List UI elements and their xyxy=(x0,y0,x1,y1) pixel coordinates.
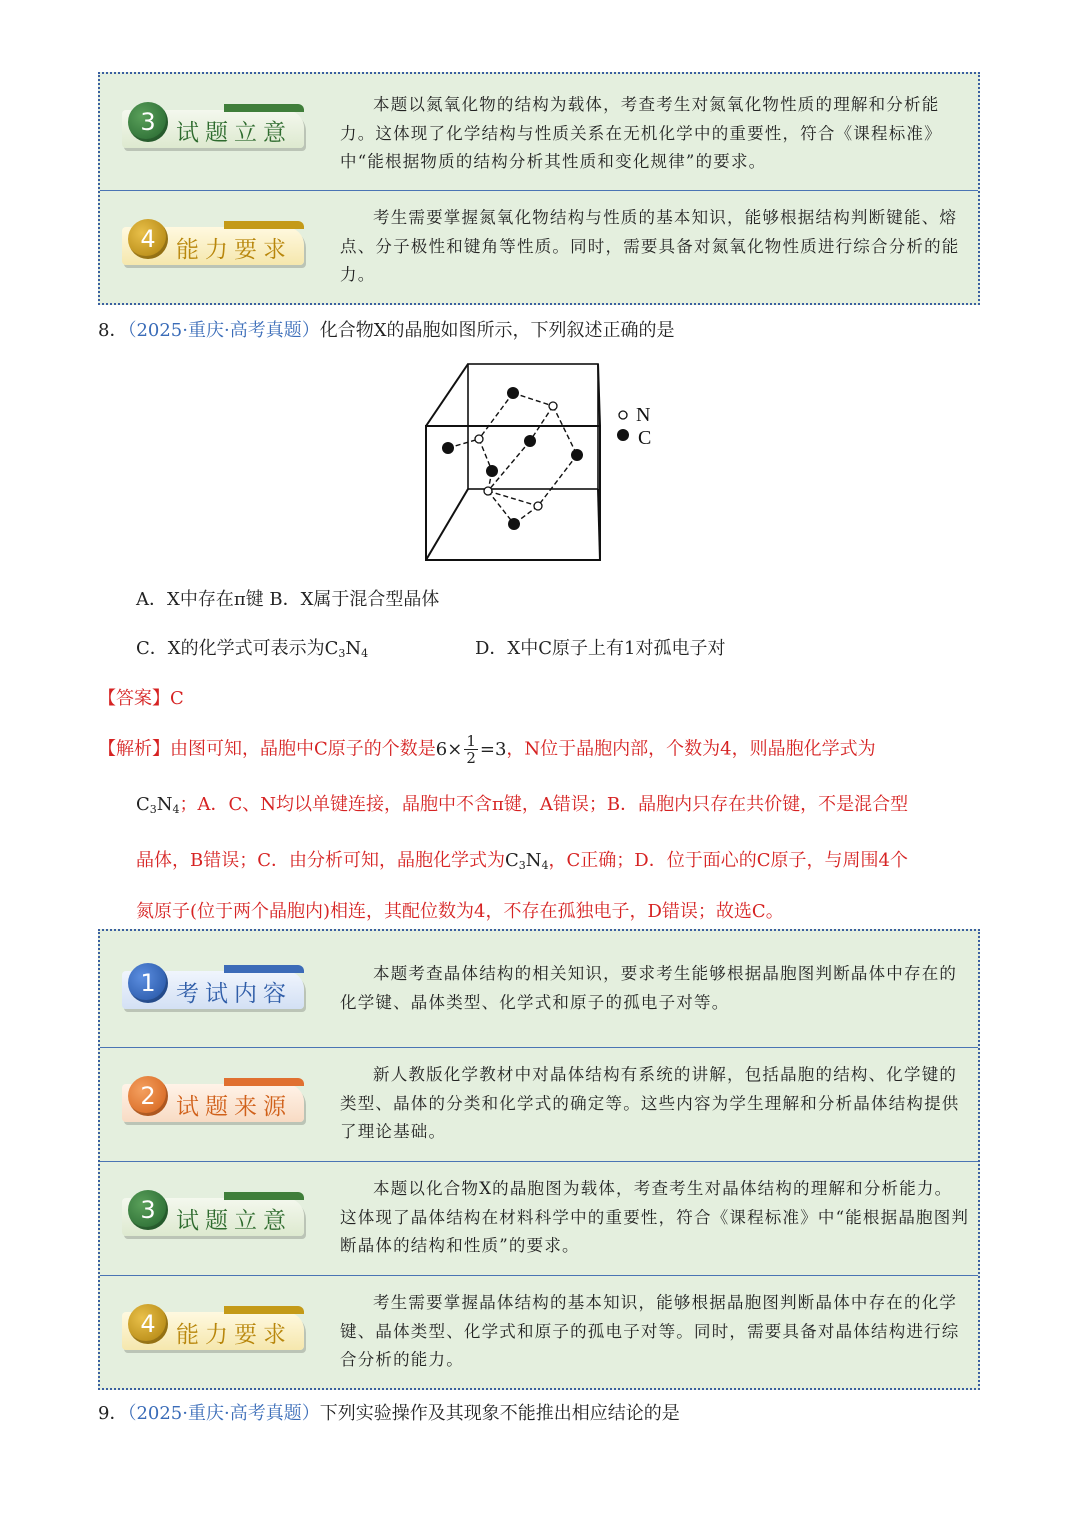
formula-n-sub: 4 xyxy=(541,859,549,872)
nitrogen-atom xyxy=(475,435,483,443)
crystal-cell-figure xyxy=(410,355,670,570)
formula-c-sub: 3 xyxy=(149,803,157,816)
option-a-text: A．X中存在π键 xyxy=(136,589,264,610)
analysis-label: 【解析】 xyxy=(98,738,170,760)
option-a xyxy=(136,585,439,611)
badge-title: 试题立意 xyxy=(176,120,292,146)
badge-title: 能力要求 xyxy=(176,1322,292,1348)
badge-number: 2 xyxy=(128,1076,168,1116)
question-number: 9． xyxy=(98,1403,128,1424)
bond-line xyxy=(530,406,553,441)
carbon-atom xyxy=(486,465,498,477)
analysis-text: ，C正确；D．位于面心的C原子，与周围4个 xyxy=(548,850,908,871)
analysis-line-1 xyxy=(98,733,876,766)
question-source: （2025·重庆·高考真题） xyxy=(127,320,320,341)
panel-row-intent xyxy=(100,1162,978,1275)
badge-title: 考试内容 xyxy=(176,981,292,1007)
legend-n-label: N xyxy=(636,404,651,426)
cube-edge xyxy=(426,489,468,560)
formula-n: N xyxy=(525,850,542,871)
panel-text: 新人教版化学教材中对晶体结构有系统的讲解，包括晶胞的结构、化学键的类型、晶体的分类和化学式的确定等。这些内容为学生理解和分析晶体结构提供了理论基础。 xyxy=(340,1065,960,1141)
badge-ability xyxy=(122,1302,308,1356)
badge-source xyxy=(122,1074,308,1128)
option-d xyxy=(475,634,725,660)
bond-line xyxy=(513,393,553,406)
formula xyxy=(325,638,369,659)
bond-line xyxy=(538,455,577,506)
analysis-line-2 xyxy=(136,790,908,816)
question-9-stem xyxy=(98,1399,680,1425)
nitrogen-atom xyxy=(484,487,492,495)
question-text: 化合物X的晶胞如图所示，下列叙述正确的是 xyxy=(319,320,675,341)
carbon-atom xyxy=(507,387,519,399)
panel-row-ability xyxy=(100,1276,978,1388)
carbon-atom xyxy=(442,442,454,454)
analysis-text: 氮原子(位于两个晶胞内)相连，其配位数为4，不存在孤独电子，D错误；故选C。 xyxy=(136,901,784,922)
badge-number: 4 xyxy=(128,1304,168,1344)
formula-c: C xyxy=(324,638,339,659)
nitrogen-atom xyxy=(549,402,557,410)
panel-text: 考生需要掌握氮氧化物结构与性质的基本知识，能够根据结构判断键能、熔点、分子极性和键角等性质。同时，需要具备对氮氧化物性质进行综合分析的能力。 xyxy=(340,208,960,284)
badge-number: 3 xyxy=(128,1190,168,1230)
badge-title: 能力要求 xyxy=(176,237,292,263)
frac-pre: 6× xyxy=(435,738,463,760)
question-number: 8． xyxy=(98,320,128,341)
answer-line xyxy=(98,684,184,710)
badge-content xyxy=(122,961,308,1015)
badge-intent xyxy=(122,1188,308,1242)
legend-n-marker xyxy=(619,411,627,419)
analysis-line-3 xyxy=(136,846,908,872)
formula-c: C xyxy=(136,794,150,815)
legend-c-label: C xyxy=(638,427,652,449)
option-c xyxy=(136,634,368,660)
panel-text: 本题以氮氧化物的结构为载体，考查考生对氮氧化物性质的理解和分析能力。这体现了化学结构与性质关系在无机化学中的重要性，符合《课程标准》中“能根据物质的结构分析其性质和变化规律”的要求。 xyxy=(340,95,942,171)
formula xyxy=(136,794,180,815)
analysis-text: ，N位于晶胞内部，个数为4，则晶胞化学式为 xyxy=(506,738,876,760)
panel-text: 本题以化合物X的晶胞图为载体，考查考生对晶体结构的理解和分析能力。这体现了晶体结构在材料科学中的重要性，符合《课程标准》中“能根据晶胞图判断晶体的结构和性质”的要求。 xyxy=(340,1179,970,1255)
analysis-text: 晶体，B错误；C．由分析可知，晶胞化学式为 xyxy=(136,850,505,871)
bond-line xyxy=(553,406,577,455)
nitrogen-atom xyxy=(534,502,542,510)
badge-ability xyxy=(122,217,308,271)
carbon-atom xyxy=(524,435,536,447)
answer-value: C xyxy=(170,688,184,709)
badge-title: 试题立意 xyxy=(176,1208,292,1234)
carbon-atom xyxy=(508,518,520,530)
legend-c-marker xyxy=(617,429,629,441)
badge-number: 1 xyxy=(128,963,168,1003)
formula-c-sub: 3 xyxy=(338,647,346,660)
formula-n: N xyxy=(156,794,173,815)
frac-den: 2 xyxy=(466,749,476,767)
formula-n-sub: 4 xyxy=(361,647,369,660)
carbon-atom xyxy=(571,449,583,461)
frac-num: 1 xyxy=(466,732,476,750)
bond-line xyxy=(479,393,513,439)
question-text: 下列实验操作及其现象不能推出相应结论的是 xyxy=(319,1403,680,1424)
badge-number: 3 xyxy=(128,102,168,142)
panel-row-intent xyxy=(100,74,978,190)
badge-number: 4 xyxy=(128,219,168,259)
formula-n-sub: 4 xyxy=(172,803,180,816)
answer-label: 【答案】 xyxy=(98,688,170,709)
panel-text: 考生需要掌握晶体结构的基本知识，能够根据晶胞图判断晶体中存在的化学键、晶体类型、化学式和原子的孤电子对等。同时，需要具备对晶体结构进行综合分析的能力。 xyxy=(340,1293,960,1369)
question-source: （2025·重庆·高考真题） xyxy=(127,1403,320,1424)
formula-c-sub: 3 xyxy=(518,859,526,872)
bond-line xyxy=(488,491,538,506)
formula-n: N xyxy=(345,638,362,659)
cube-edge xyxy=(426,364,468,426)
analysis-panel-top xyxy=(98,72,980,305)
option-b-text: B．X属于混合型晶体 xyxy=(269,589,440,610)
fraction xyxy=(464,733,478,766)
formula-c: C xyxy=(505,850,519,871)
formula xyxy=(505,850,549,871)
fraction-expression xyxy=(435,732,507,767)
bond-line xyxy=(488,491,514,524)
option-c-text: C．X的化学式可表示为 xyxy=(136,638,325,659)
option-d-text: D．X中C原子上有1对孤电子对 xyxy=(475,638,726,659)
panel-row-source xyxy=(100,1048,978,1161)
panel-row-ability xyxy=(100,191,978,303)
analysis-text: ；A．C、N均以单键连接，晶胞中不含π键，A错误；B．晶胞内只存在共价键，不是混合型 xyxy=(179,794,909,815)
badge-title: 试题来源 xyxy=(176,1094,292,1120)
analysis-panel-bottom xyxy=(98,929,980,1390)
question-8-stem xyxy=(98,316,675,342)
analysis-line-4 xyxy=(136,897,784,923)
analysis-text: 由图可知，晶胞中C原子的个数是 xyxy=(170,738,436,760)
panel-row-content xyxy=(100,931,978,1047)
badge-intent xyxy=(122,100,308,154)
frac-post: =3 xyxy=(479,738,507,760)
panel-text: 本题考查晶体结构的相关知识，要求考生能够根据晶胞图判断晶体中存在的化学键、晶体类型、化学式和原子的孤电子对等。 xyxy=(340,964,958,1012)
